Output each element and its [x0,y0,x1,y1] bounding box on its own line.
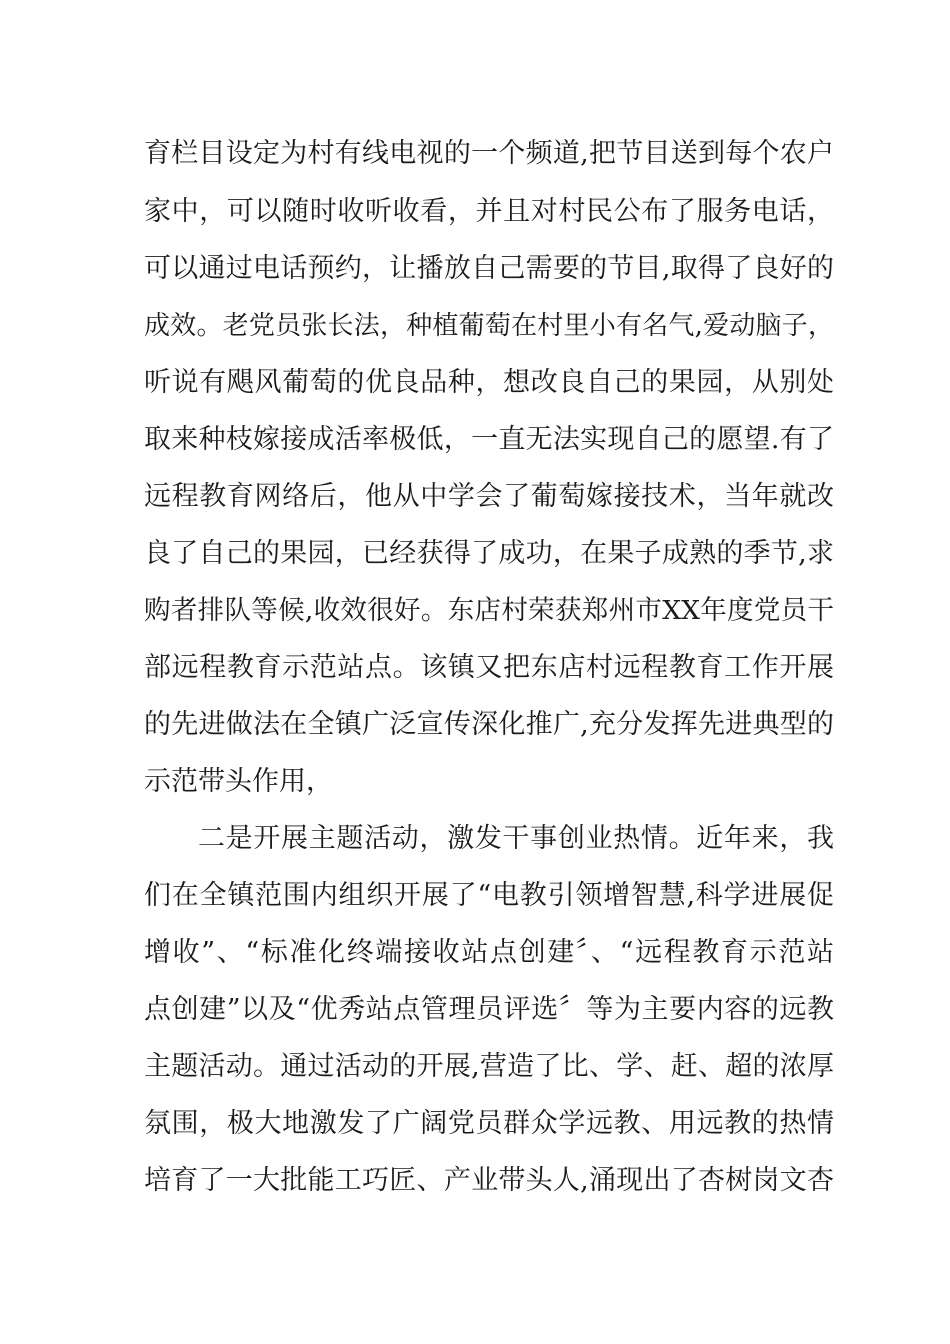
text-line: 取来种枝嫁接成活率极低，一直无法实现自己的愿望.有了 [144,424,834,455]
text-line: 可以通过电话预约，让播放自己需要的节目,取得了良好的 [144,253,834,284]
text-line: 主题活动。通过活动的开展,营造了比、学、赶、超的浓厚 [144,1051,834,1082]
text-line: 购者排队等候,收效很好。东店村荣获郑州市XX年度党员干 [144,595,834,626]
text-line: 氛围，极大地激发了广阔党员群众学远教、用远教的热情 [144,1108,834,1139]
text-line: 培育了一大批能工巧匠、产业带头人,涌现出了杏树岗文杏 [144,1165,834,1196]
text-line: 部远程教育示范站点。该镇又把东店村远程教育工作开展 [144,652,834,683]
text-line: 增收”、“标准化终端接收站点创建〞、“远程教育示范站 [144,937,834,968]
text-line: 的先进做法在全镇广泛宣传深化推广,充分发挥先进典型的 [144,709,834,740]
text-line: 家中，可以随时收听收看，并且对村民公布了服务电话， [144,196,834,227]
text-line: 听说有飓风葡萄的优良品种，想改良自己的果园，从别处 [144,367,834,398]
paragraph-end-line: 示范带头作用， [144,766,333,797]
text-line: 成效。老党员张长法，种植葡萄在村里小有名气,爱动脑子， [144,311,834,341]
text-line: 育栏目设定为村有线电视的一个频道,把节目送到每个农户 [144,138,834,169]
text-line: 良了自己的果园，已经获得了成功，在果子成熟的季节,求 [144,538,834,569]
paragraph-first-line: 二是开展主题活动，激发干事创业热情。近年来，我 [198,823,834,854]
text-line: 远程教育网络后，他从中学会了葡萄嫁接技术，当年就改 [144,481,834,512]
text-line: 们在全镇范围内组织开展了“电教引领增智慧,科学进展促 [144,880,834,911]
text-line: 点创建”以及“优秀站点管理员评选〞等为主要内容的远教 [144,994,834,1025]
